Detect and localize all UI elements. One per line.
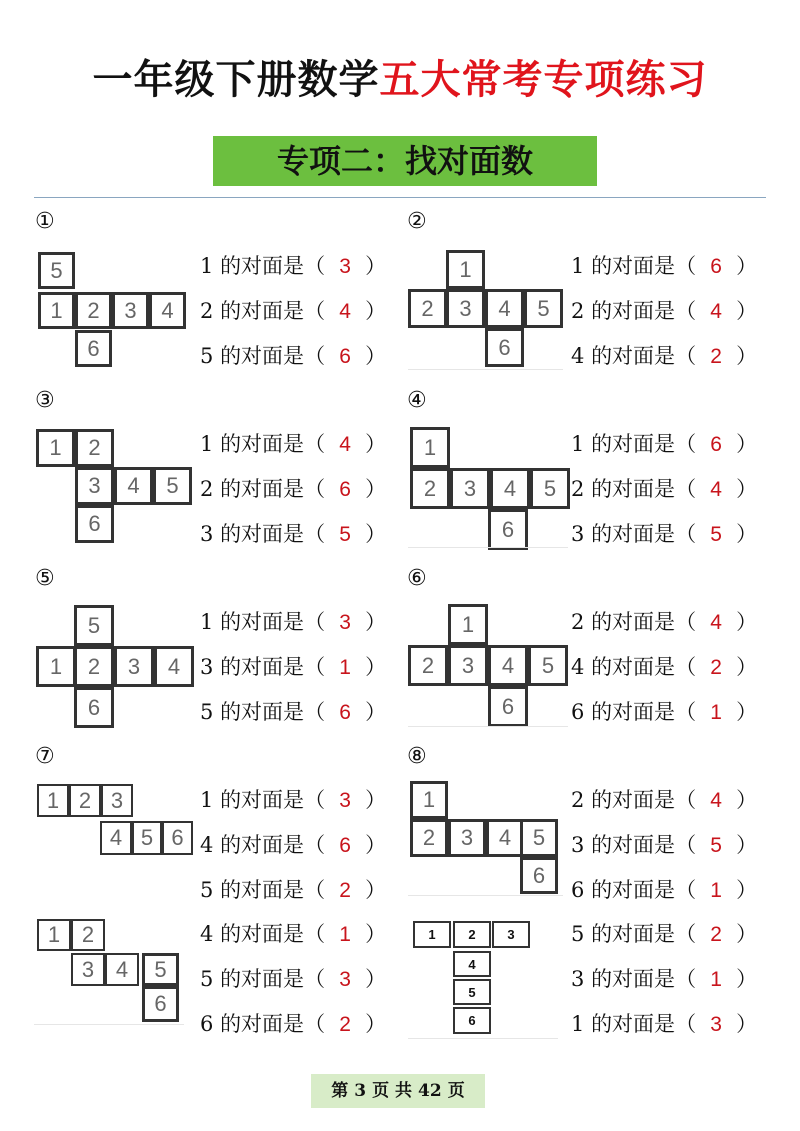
close-paren: ） [736, 477, 758, 501]
cube-net-face: 6 [485, 328, 524, 367]
question-row [200, 1010, 386, 1039]
cube-net-face: 5 [153, 467, 192, 505]
question-text: 的对面是 [220, 344, 305, 368]
cube-net-face: 4 [490, 468, 530, 509]
cube-net-face: 1 [36, 429, 75, 467]
cube-net-face: 3 [492, 921, 530, 948]
face-number: 5 [200, 700, 214, 724]
answer-value[interactable]: 4 [339, 300, 351, 323]
answer-value[interactable]: 4 [710, 611, 722, 634]
cube-net-face: 4 [105, 953, 139, 986]
cube-net-face: 4 [486, 819, 524, 857]
close-paren: ） [736, 833, 758, 857]
answer-value[interactable]: 6 [710, 255, 722, 278]
cube-net-face: 6 [488, 509, 528, 550]
answer-value[interactable]: 4 [339, 433, 351, 456]
close-paren: ） [736, 344, 758, 368]
cube-net-face: 3 [75, 467, 114, 505]
open-paren: （ [675, 477, 697, 501]
face-number: 2 [571, 299, 585, 323]
close-paren: ） [736, 878, 758, 902]
close-paren: ） [736, 655, 758, 679]
question-text: 的对面是 [591, 788, 676, 812]
face-number: 5 [200, 967, 214, 991]
section-subtitle: 专项二：找对面数 [213, 136, 597, 186]
cube-net-face: 5 [74, 605, 114, 646]
cube-net-face: 6 [488, 686, 528, 727]
close-paren: ） [736, 610, 758, 634]
open-paren: （ [675, 610, 697, 634]
question-text: 的对面是 [220, 700, 305, 724]
open-paren: （ [304, 1012, 326, 1036]
question-text: 的对面是 [220, 967, 305, 991]
problem-number: ⑦ [35, 744, 55, 769]
face-number: 2 [571, 788, 585, 812]
cube-net-face: 2 [410, 468, 450, 509]
cube-net-face: 4 [114, 467, 153, 505]
question-row [200, 876, 386, 905]
scan-shadow-line [34, 1024, 184, 1025]
close-paren: ） [365, 299, 387, 323]
question-row [200, 698, 386, 727]
cube-net-face: 4 [485, 289, 524, 328]
open-paren: （ [304, 700, 326, 724]
open-paren: （ [675, 922, 697, 946]
cube-net-face: 2 [408, 645, 448, 686]
face-number: 4 [571, 344, 585, 368]
answer-value[interactable]: 4 [710, 789, 722, 812]
question-text: 的对面是 [591, 700, 676, 724]
face-number: 1 [571, 432, 585, 456]
face-number: 2 [571, 610, 585, 634]
answer-value[interactable]: 1 [339, 656, 351, 679]
close-paren: ） [365, 655, 387, 679]
footer-suffix: 页 [447, 1081, 465, 1101]
answer-value[interactable]: 2 [710, 345, 722, 368]
question-row [571, 475, 757, 504]
face-number: 4 [571, 655, 585, 679]
question-text: 的对面是 [591, 655, 676, 679]
open-paren: （ [675, 967, 697, 991]
answer-value[interactable]: 6 [339, 701, 351, 724]
cube-net-face: 1 [36, 646, 76, 687]
cube-net-face: 2 [75, 292, 112, 329]
cube-net-face: 4 [100, 821, 132, 855]
cube-net-face: 2 [408, 289, 447, 328]
close-paren: ） [736, 522, 758, 546]
problem-number: ② [407, 209, 427, 234]
question-row [200, 786, 386, 815]
scan-shadow-line [408, 369, 563, 370]
page-footer [311, 1074, 485, 1108]
question-text: 的对面是 [591, 299, 676, 323]
open-paren: （ [304, 522, 326, 546]
problem-number: ④ [407, 388, 427, 413]
cube-net-face: 5 [38, 252, 75, 289]
cube-net-face: 2 [410, 819, 448, 857]
close-paren: ） [736, 922, 758, 946]
answer-value[interactable]: 4 [710, 300, 722, 323]
footer-mid: 页 共 [372, 1081, 413, 1101]
question-text: 的对面是 [220, 299, 305, 323]
problem-number: ⑥ [407, 566, 427, 591]
title-black: 一年级下册数学 [92, 57, 380, 103]
problem-number: ⑤ [35, 566, 55, 591]
open-paren: （ [675, 655, 697, 679]
title-red: 五大常考专项练习 [379, 57, 708, 103]
answer-value[interactable]: 3 [339, 789, 351, 812]
cube-net-face: 4 [488, 645, 528, 686]
footer-total-pages: 42 [418, 1081, 442, 1101]
answer-value[interactable]: 3 [710, 1013, 722, 1036]
question-row [571, 653, 757, 682]
close-paren: ） [736, 299, 758, 323]
close-paren: ） [365, 254, 387, 278]
question-text: 的对面是 [591, 522, 676, 546]
close-paren: ） [365, 700, 387, 724]
cube-net-face: 1 [410, 781, 448, 819]
answer-value[interactable]: 2 [339, 1013, 351, 1036]
open-paren: （ [675, 878, 697, 902]
face-number: 6 [571, 700, 585, 724]
question-text: 的对面是 [591, 254, 676, 278]
question-text: 的对面是 [220, 788, 305, 812]
cube-net-face: 6 [453, 1007, 491, 1034]
question-row [200, 297, 386, 326]
cube-net-face: 3 [448, 819, 486, 857]
answer-value[interactable]: 2 [339, 879, 351, 902]
cube-net-face: 1 [410, 427, 450, 468]
scan-shadow-line [408, 726, 568, 727]
question-row [200, 252, 386, 281]
question-row [200, 520, 386, 549]
close-paren: ） [365, 833, 387, 857]
question-text: 的对面是 [591, 1012, 676, 1036]
question-text: 的对面是 [220, 922, 305, 946]
face-number: 5 [200, 344, 214, 368]
answer-value[interactable]: 3 [339, 255, 351, 278]
open-paren: （ [304, 833, 326, 857]
face-number: 2 [571, 477, 585, 501]
question-row [200, 430, 386, 459]
face-number: 1 [571, 254, 585, 278]
face-number: 1 [571, 1012, 585, 1036]
cube-net-face: 2 [453, 921, 491, 948]
cube-net-face: 6 [74, 687, 114, 728]
answer-value[interactable]: 1 [710, 968, 722, 991]
cube-net-face: 5 [142, 953, 179, 986]
close-paren: ） [365, 878, 387, 902]
close-paren: ） [736, 700, 758, 724]
open-paren: （ [304, 299, 326, 323]
scan-shadow-line [408, 1038, 558, 1039]
cube-net-face: 6 [75, 505, 114, 543]
answer-value[interactable]: 6 [339, 478, 351, 501]
face-number: 3 [200, 655, 214, 679]
face-number: 2 [200, 299, 214, 323]
answer-value[interactable]: 1 [710, 701, 722, 724]
cube-net-face: 5 [528, 645, 568, 686]
question-row [571, 520, 757, 549]
close-paren: ） [365, 967, 387, 991]
question-row [200, 920, 386, 949]
question-text: 的对面是 [220, 610, 305, 634]
face-number: 1 [200, 788, 214, 812]
question-text: 的对面是 [220, 878, 305, 902]
answer-value[interactable]: 4 [710, 478, 722, 501]
question-row [200, 342, 386, 371]
open-paren: （ [675, 254, 697, 278]
close-paren: ） [365, 477, 387, 501]
open-paren: （ [304, 922, 326, 946]
cube-net-face: 6 [142, 986, 179, 1022]
cube-net-face: 6 [75, 330, 112, 367]
open-paren: （ [304, 477, 326, 501]
cube-net-face: 1 [37, 784, 69, 817]
open-paren: （ [304, 344, 326, 368]
open-paren: （ [304, 254, 326, 278]
cube-net-face: 1 [448, 604, 488, 645]
cube-net-face: 3 [448, 645, 488, 686]
cube-net-face: 1 [38, 292, 75, 329]
open-paren: （ [304, 432, 326, 456]
open-paren: （ [304, 788, 326, 812]
cube-net-face: 3 [101, 784, 133, 817]
cube-net-face: 2 [71, 919, 105, 951]
question-row [200, 653, 386, 682]
cube-net-face: 3 [71, 953, 105, 986]
face-number: 6 [571, 878, 585, 902]
face-number: 3 [571, 967, 585, 991]
footer-prefix: 第 [331, 1081, 349, 1101]
face-number: 5 [200, 878, 214, 902]
cube-net-face: 4 [149, 292, 186, 329]
page-title [0, 48, 800, 105]
answer-value[interactable]: 5 [339, 523, 351, 546]
open-paren: （ [675, 432, 697, 456]
question-row [571, 698, 757, 727]
cube-net-face: 5 [530, 468, 570, 509]
cube-net-face: 4 [154, 646, 194, 687]
question-text: 的对面是 [591, 344, 676, 368]
question-text: 的对面是 [220, 477, 305, 501]
cube-net-face: 5 [453, 979, 491, 1005]
question-row [571, 786, 757, 815]
question-row [571, 876, 757, 905]
cube-net-face: 1 [413, 921, 451, 948]
face-number: 4 [200, 833, 214, 857]
answer-value[interactable]: 3 [339, 611, 351, 634]
question-row [571, 342, 757, 371]
close-paren: ） [736, 788, 758, 812]
face-number: 3 [571, 522, 585, 546]
question-row [571, 297, 757, 326]
close-paren: ） [365, 344, 387, 368]
divider [34, 197, 766, 198]
face-number: 3 [200, 522, 214, 546]
close-paren: ） [365, 522, 387, 546]
open-paren: （ [675, 788, 697, 812]
question-text: 的对面是 [591, 922, 676, 946]
cube-net-face: 3 [446, 289, 485, 328]
close-paren: ） [736, 1012, 758, 1036]
cube-net-face: 2 [74, 646, 114, 687]
answer-value[interactable]: 2 [710, 923, 722, 946]
scan-shadow-line [408, 547, 568, 548]
close-paren: ） [365, 788, 387, 812]
open-paren: （ [675, 833, 697, 857]
question-row [571, 608, 757, 637]
question-row [200, 965, 386, 994]
question-text: 的对面是 [220, 522, 305, 546]
question-text: 的对面是 [591, 477, 676, 501]
cube-net-face: 3 [114, 646, 154, 687]
face-number: 4 [200, 922, 214, 946]
cube-net-face: 5 [524, 289, 563, 328]
close-paren: ） [365, 432, 387, 456]
cube-net-face: 4 [453, 951, 491, 977]
cube-net-face: 2 [69, 784, 101, 817]
face-number: 3 [571, 833, 585, 857]
cube-net-face: 5 [132, 821, 162, 855]
open-paren: （ [675, 1012, 697, 1036]
question-text: 的对面是 [220, 833, 305, 857]
open-paren: （ [675, 299, 697, 323]
open-paren: （ [304, 610, 326, 634]
question-row [571, 430, 757, 459]
question-row [571, 831, 757, 860]
face-number: 1 [200, 254, 214, 278]
question-text: 的对面是 [591, 610, 676, 634]
cube-net-face: 5 [520, 819, 558, 857]
scan-shadow-line [408, 895, 563, 896]
open-paren: （ [304, 878, 326, 902]
question-row [200, 475, 386, 504]
cube-net-face: 1 [446, 250, 485, 289]
answer-value[interactable]: 6 [710, 433, 722, 456]
cube-net-face: 6 [162, 821, 193, 855]
cube-net-face: 6 [520, 857, 558, 894]
problem-number: ① [35, 209, 55, 234]
answer-value[interactable]: 2 [710, 656, 722, 679]
question-text: 的对面是 [591, 833, 676, 857]
question-text: 的对面是 [220, 254, 305, 278]
problem-number: ③ [35, 388, 55, 413]
question-text: 的对面是 [591, 878, 676, 902]
close-paren: ） [365, 922, 387, 946]
question-text: 的对面是 [220, 1012, 305, 1036]
answer-value[interactable]: 5 [710, 523, 722, 546]
question-text: 的对面是 [220, 432, 305, 456]
open-paren: （ [304, 967, 326, 991]
cube-net-face: 1 [37, 919, 71, 951]
close-paren: ） [736, 254, 758, 278]
cube-net-face: 3 [450, 468, 490, 509]
question-row [571, 965, 757, 994]
answer-value[interactable]: 5 [710, 834, 722, 857]
footer-page-number: 3 [354, 1081, 367, 1101]
face-number: 1 [200, 432, 214, 456]
question-text: 的对面是 [591, 432, 676, 456]
open-paren: （ [675, 522, 697, 546]
problem-number: ⑧ [407, 744, 427, 769]
question-text: 的对面是 [591, 967, 676, 991]
face-number: 2 [200, 477, 214, 501]
answer-value[interactable]: 6 [339, 834, 351, 857]
face-number: 1 [200, 610, 214, 634]
close-paren: ） [365, 1012, 387, 1036]
cube-net-face: 3 [112, 292, 149, 329]
answer-value[interactable]: 1 [710, 879, 722, 902]
close-paren: ） [736, 432, 758, 456]
open-paren: （ [675, 344, 697, 368]
question-row [200, 608, 386, 637]
open-paren: （ [675, 700, 697, 724]
question-row [571, 252, 757, 281]
open-paren: （ [304, 655, 326, 679]
cube-net-face: 2 [75, 429, 114, 467]
question-row [571, 1010, 757, 1039]
answer-value[interactable]: 1 [339, 923, 351, 946]
answer-value[interactable]: 6 [339, 345, 351, 368]
close-paren: ） [365, 610, 387, 634]
face-number: 6 [200, 1012, 214, 1036]
answer-value[interactable]: 3 [339, 968, 351, 991]
question-row [571, 920, 757, 949]
question-text: 的对面是 [220, 655, 305, 679]
close-paren: ） [736, 967, 758, 991]
question-row [200, 831, 386, 860]
face-number: 5 [571, 922, 585, 946]
